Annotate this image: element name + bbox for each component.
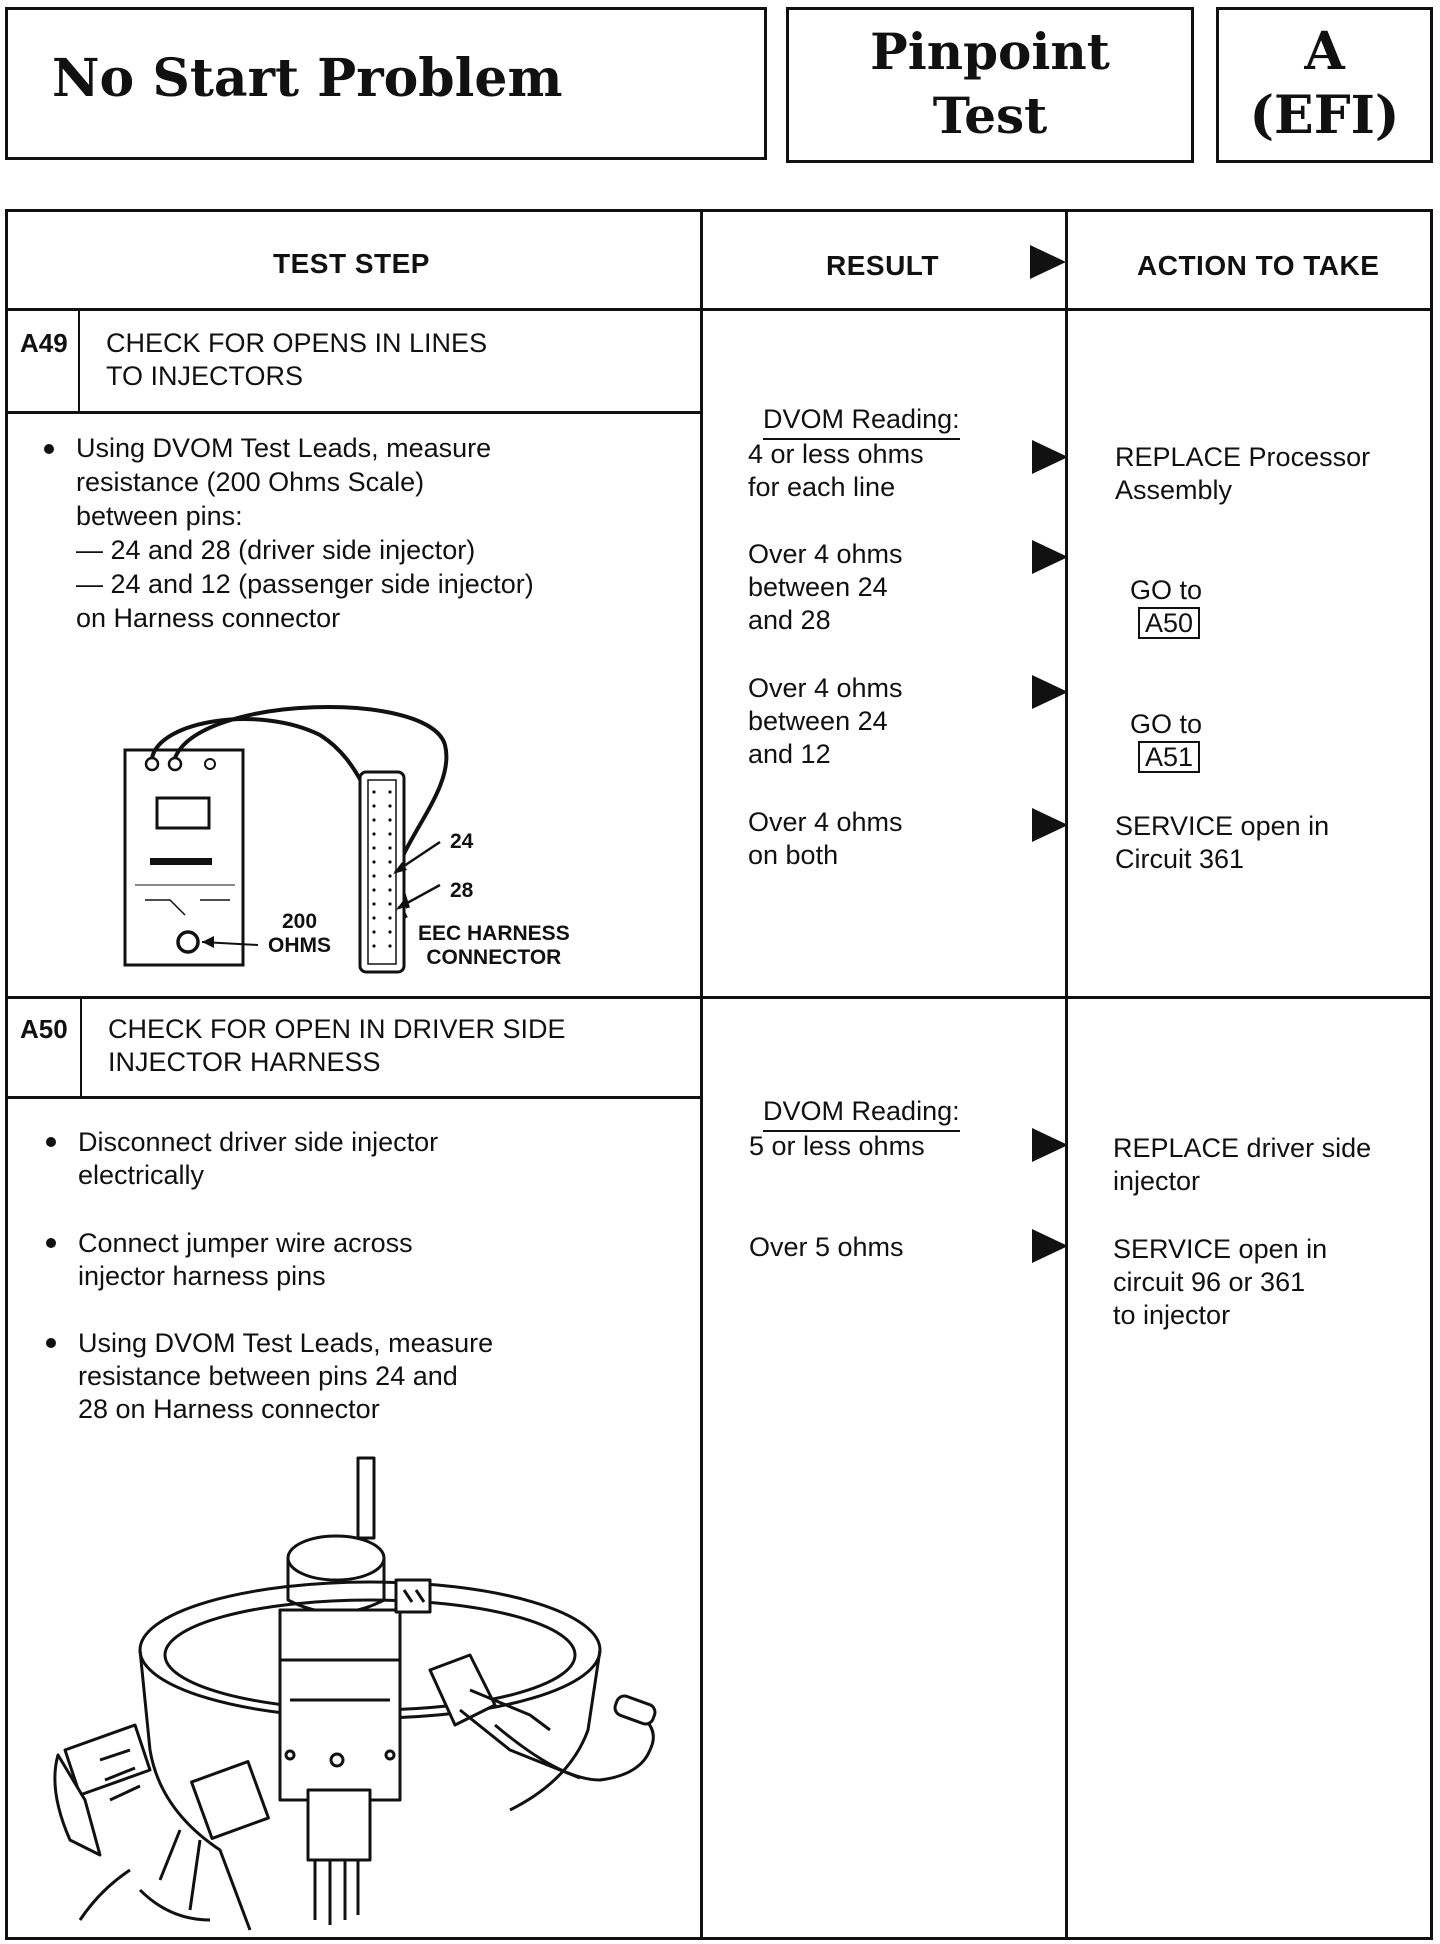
col-divider-1 xyxy=(700,209,703,1940)
a49-instruction-4: — 24 and 28 (driver side injector) xyxy=(76,535,476,565)
step-divider xyxy=(5,996,1433,999)
a49-arrow-2-icon xyxy=(1032,540,1068,574)
a50-action-2: SERVICE open in circuit 96 or 361 to injector xyxy=(1113,1234,1328,1330)
a49-action-2-text: GO to xyxy=(1130,575,1203,605)
a49-result-4: Over 4 ohms on both xyxy=(748,807,903,870)
a49-result-1: 4 or less ohms for each line xyxy=(748,439,924,502)
pressure-regulator xyxy=(288,1536,384,1580)
fuel-inlet-tube xyxy=(358,1458,374,1538)
a50-bullet-2-icon xyxy=(46,1238,56,1248)
a50-result-1: 5 or less ohms xyxy=(749,1131,925,1161)
a49-action-1: REPLACE Processor Assembly xyxy=(1115,442,1371,505)
test-code xyxy=(1216,20,1433,148)
a49-arrow-3-icon xyxy=(1032,675,1068,709)
a49-instruction-1: Using DVOM Test Leads, measure xyxy=(76,433,492,463)
a49-instruction-6: on Harness connector xyxy=(76,603,341,633)
a49-title-line1: CHECK FOR OPENS IN LINES xyxy=(106,328,488,358)
a50-bullet-3-icon xyxy=(46,1338,56,1348)
a49-action-3-text: GO to xyxy=(1130,709,1203,739)
a49-title-line2: TO INJECTORS xyxy=(106,361,304,391)
a49-title-underline xyxy=(5,411,701,414)
header-row-divider xyxy=(5,308,1433,311)
test-code-line1: A xyxy=(1304,21,1345,82)
pin-28-label: 28 xyxy=(450,879,474,902)
step-id-a49: A49 xyxy=(20,328,68,358)
col-header-result: RESULT xyxy=(826,250,939,281)
a49-instruction-5: — 24 and 12 (passenger side injector) xyxy=(76,569,534,599)
a50-arrow-1-icon xyxy=(1032,1128,1068,1162)
a49-result-2: Over 4 ohms between 24 and 28 xyxy=(748,539,903,635)
a50-id-divider xyxy=(80,998,82,1098)
a50-result-heading xyxy=(748,1062,960,1128)
a49-instruction-3: between pins: xyxy=(76,501,243,531)
a49-id-divider xyxy=(78,310,80,413)
ohms-label: 200 OHMS xyxy=(268,910,331,957)
a49-arrow-1-icon xyxy=(1032,440,1068,474)
result-arrow-icon xyxy=(1030,245,1066,279)
a50-arrow-2-icon xyxy=(1032,1229,1068,1263)
test-code-line2: (EFI) xyxy=(1249,85,1400,146)
a49-instruction-2: resistance (200 Ohms Scale) xyxy=(76,467,425,497)
a50-result-heading-text: DVOM Reading: xyxy=(763,1096,960,1132)
pinpoint-line1: Pinpoint xyxy=(870,22,1110,81)
a50-bullet-1-icon xyxy=(46,1137,56,1147)
a49-result-heading-text: DVOM Reading: xyxy=(763,404,960,440)
a49-result-3: Over 4 ohms between 24 and 12 xyxy=(748,673,903,769)
goto-a50-ref[interactable]: A50 xyxy=(1138,607,1200,639)
col-header-test-step: TEST STEP xyxy=(273,248,430,279)
a49-bullet-icon xyxy=(44,444,54,454)
injector-body xyxy=(280,1610,400,1800)
a50-title-underline xyxy=(5,1096,701,1099)
a50-instruction-3: Using DVOM Test Leads, measure resistance between pins 24 and 28 on Harness connector xyxy=(78,1328,494,1424)
a50-result-2: Over 5 ohms xyxy=(749,1232,904,1262)
pinpoint-line2: Test xyxy=(932,86,1048,145)
page-title: No Start Problem xyxy=(52,48,563,109)
a49-action-4: SERVICE open in Circuit 361 xyxy=(1115,811,1330,874)
a49-action-3 xyxy=(1115,675,1202,774)
a50-title-line1: CHECK FOR OPEN IN DRIVER SIDE xyxy=(108,1014,566,1044)
pinpoint-label xyxy=(786,20,1194,148)
meter-display xyxy=(157,798,209,828)
jumper-wire xyxy=(495,1715,653,1780)
goto-a51-ref[interactable]: A51 xyxy=(1138,741,1200,773)
a49-result-heading xyxy=(748,370,960,436)
a50-instruction-2: Connect jumper wire across injector harness pins xyxy=(78,1228,413,1291)
connector-label: EEC HARNESS CONNECTOR xyxy=(418,922,570,969)
injector-connector xyxy=(396,1580,430,1612)
meter-brand-label xyxy=(150,858,212,865)
a49-arrow-4-icon xyxy=(1032,808,1068,842)
step-id-a50: A50 xyxy=(20,1014,68,1044)
a50-instruction-1: Disconnect driver side injector electrically xyxy=(78,1127,439,1190)
lower-connector xyxy=(192,1762,269,1839)
pin-24-label: 24 xyxy=(450,830,474,853)
a50-title-line2: INJECTOR HARNESS xyxy=(108,1047,381,1077)
a49-action-2 xyxy=(1115,541,1202,640)
injector-assembly-illustration xyxy=(40,1450,680,1935)
col-header-action: ACTION TO TAKE xyxy=(1137,250,1380,281)
a50-action-1: REPLACE driver side injector xyxy=(1113,1133,1372,1196)
